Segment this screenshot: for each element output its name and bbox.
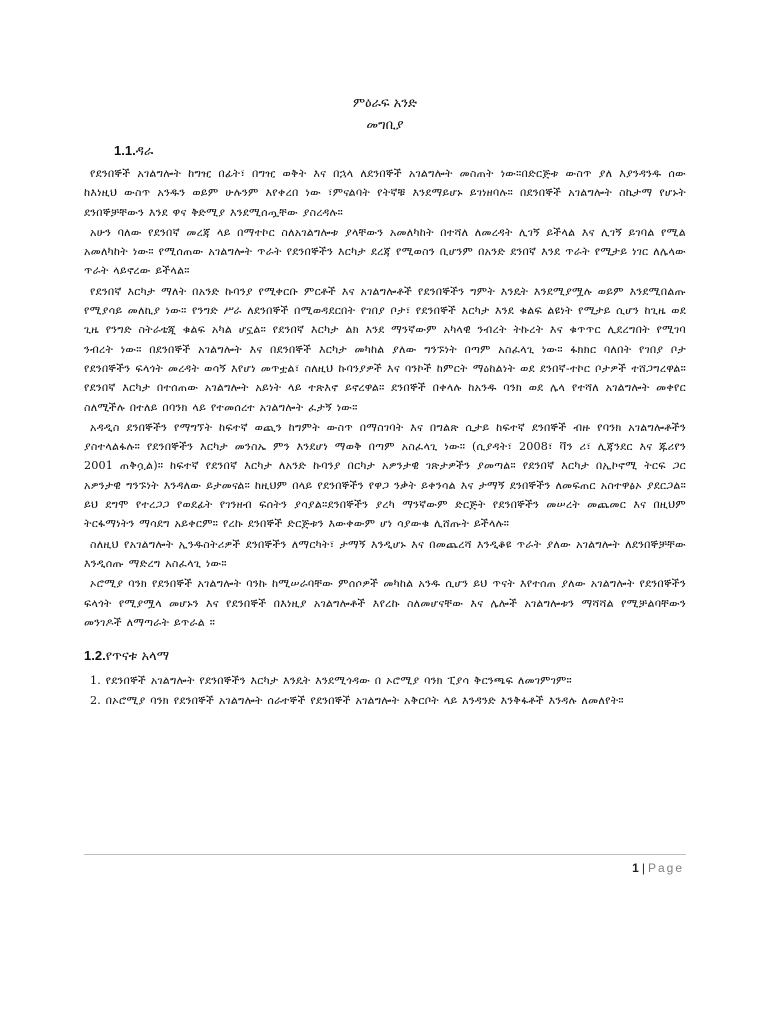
section-number: 1.2. bbox=[84, 648, 106, 664]
paragraph: የደንበኛ እርካታ ማለት በአንድ ኩባንያ የሚቀርቡ ምርቶች እና አገልግሎቶች የደንበኞችን ግምት እንዴት እንደሚያሟሉ ወይም እንደሚበልጡ የሚያሳይ መለኪያ ነው። የንግድ ሥራ ለደንበኞች በሚወዳደርበት የገበያ ቦታ፣ የደንበኞች እርካታ እንደ ቁልፍ ልዩነት የሚታይ ሲሆን ከጊዜ ወደ ጊዜ የንግድ ስትራቴጂ ቁልፍ አካል ሆኗል። የደንበኛ እርካታ ልክ እንደ ማንኛውም አካላዊ ንብረት ትኩረት እና ቁጥጥር ሊደረግበት የሚገባ ንብረት ነው። በደንበኞች አገልግሎት እና በደንበኞች እርካታ መካከል ያለው ግንኙነት በጣም አስፈላጊ ነው። ፋክክር ባለበት የገበያ ቦታ የደንበኞችን ፍላጎት መረዳት ወሳኝ እየሆነ መጥቷል፣ ስለዚህ ኩባንያዎች እና ባንኮች ከምርት ማዕከልነት ወደ ደንበኛ-ተኮር ቦታዎች ተሸጋግረዋል። የደንበኛ እርካታ በተሰጠው አገልግሎት አይነት ላይ ተጽእኖ ይኖረዋል። ደንበኞች በቀላሉ ከአንዱ ባንክ ወደ ሌላ የተሻለ አገልግሎት መቀየር ስለሚችሉ በተለይ በባንክ ላይ የተመሰረተ አገልግሎት ፈታኝ ነው። bbox=[84, 284, 686, 414]
section-heading-objective bbox=[84, 646, 686, 667]
paragraph: የደንበኞች አገልግሎት ከግዢ በፊት፣ በግዢ ወቅት እና በኋላ ለደንበኞች አገልግሎት መስጠት ነው።በድርጅቱ ውስጥ ያለ እያንዳንዱ ሰው ከእነዚህ ውስጥ አንዱን ወይም ሁሉንም እየቀረበ ነው ፣ምናልባት የትኛቹ እንደማይሆኑ ይገነዘባሉ። በደንበኞች አገልግሎት ስኬታማ የሆኑት ደንበኞቻቸውን እንደ ዋና ቅድሚያ እንደሚሰጧቸው ያስረዳሉ። bbox=[84, 167, 686, 219]
document-body bbox=[84, 93, 686, 711]
page-footer bbox=[632, 861, 684, 875]
footer-separator: | bbox=[641, 861, 645, 875]
paragraph: አዳዲስ ደንበኞችን የማግኘት ከፍተኛ ወጪን ከግምት ውስጥ በማስገባት እና በግልጽ ሲታይ ከፍተኛ ደንበኞች ብዙ የባንክ አገልግሎቶችን ያስተላልፋሉ። የደንበኞችን እርካታ መንስኤ ምን እንደሆነ ማወቅ በጣም አስፈላጊ ነው። (ሲያዳት፣ 2008፣ ቫን ሪ፣ ሊጃንደር እና ጁሪየን 2001 ጠቅሷል)። ከፍተኛ የደንበኛ እርካታ ለአንድ ኩባንያ በርካታ አዎንታዊ ገጽታዎችን ያመጣል። የደንበኛ እርካታ በኢኮኖሚ ትርፍ ጋር አዎንታዊ ግንኙነት እንዳለው ይታመናል። ከዚህም በላይ የደንበኞችን የዋጋ ንቃት ይቀንሳል እና ታማኝ ደንበኞችን ለመፍጠር አስተዋፅኦ ያደርጋል። ይህ ደግሞ የተረጋጋ የወደፊት የገንዘብ ፍሰትን ያሳያል።ደንበኞችን ያረካ ማንኛውም ድርጅት የደንበኞችን መሠረት መጨመር እና በዚህም ትርፋማነትን ማሳደግ አይቀርም። የረኩ ደንበኞች ድርጅቱን እውቀውም ሆነ ሳያውቁ ሊሸጡት ይችላሉ። bbox=[84, 420, 686, 531]
section-title: የጥናቱ አላማ bbox=[105, 649, 170, 665]
chapter-heading bbox=[84, 93, 686, 137]
chapter-title: ምዕራፍ አንድ bbox=[352, 96, 418, 111]
footer-divider bbox=[84, 854, 686, 855]
paragraph: ኦሮሚያ ባንክ የደንበኞች አገልግሎት ባንኩ ከሚሠራባቸው ምሰሶዎች መካከል አንዱ ሲሆን ይህ ጥናት እየተሰጠ ያለው አገልግሎት የደንበኞችን ፍላጎት የሚያሟላ መሆኑን እና የደንበኞች በእነዚያ አገልግሎቶች እየረኩ ስለመሆናቸው እና ሌሎች አገልግሎቱን ማሻሻል የሚቻልባቸውን መንገዶች ለማጣራት ይጥራል ። bbox=[84, 577, 686, 629]
objective-item: 2. በኦሮሚያ ባንክ የደንበኞች አገልግሎት ሰራተኞች የደንበኞች አገልግሎት አቅርቦት ላይ እንዳንድ እንቅፋቶች እንዳሉ ለመለየት። bbox=[90, 694, 624, 708]
paragraph: ስለዚህ የአገልግሎት ኢንዱስትሪዎች ደንበኞችን ለማርካት፣ ታማኝ እንዲሆኑ እና በመጨረሻ እንዲቆዩ ጥራት ያለው አገልግሎት ለደንበኞቻቸው እንዲሰጡ ማድረግ አስፈላጊ ነው። bbox=[84, 537, 686, 570]
page-number: 1 bbox=[632, 861, 639, 875]
page-label: Page bbox=[647, 861, 684, 875]
section-heading-background bbox=[114, 141, 686, 162]
section-title: ዳራ bbox=[135, 144, 154, 159]
paragraph: አሁን ባለው የደንበኛ መረጃ ላይ በማተኮር ስለአገልግሎቱ ያላቸውን አመለካከት በተሻለ ለመረዳት ሊገኝ ይችላል እና ሊገኝ ይገባል የሚል አመለካከት ነው። የሚሰጠው አገልግሎት ጥራት የደንበኞችን እርካታ ደረጃ የሚወስን ቢሆንም በአንድ ደንበኛ እንደ ጥራት የሚታይ ነገር ለሌላው ጥራት ላይኖረው ይችላል። bbox=[84, 225, 686, 278]
section-number: 1.1. bbox=[114, 143, 136, 158]
chapter-subtitle: መግቢያ bbox=[366, 118, 404, 133]
objective-item: 1. የደንበኞች አገልግሎት የደንበኞችን እርካታ እንዴት እንደሚጎዳው በ ኦሮሚያ ባንክ ፒያሳ ቅርንጫፍ ለመገምገም። bbox=[90, 674, 572, 688]
